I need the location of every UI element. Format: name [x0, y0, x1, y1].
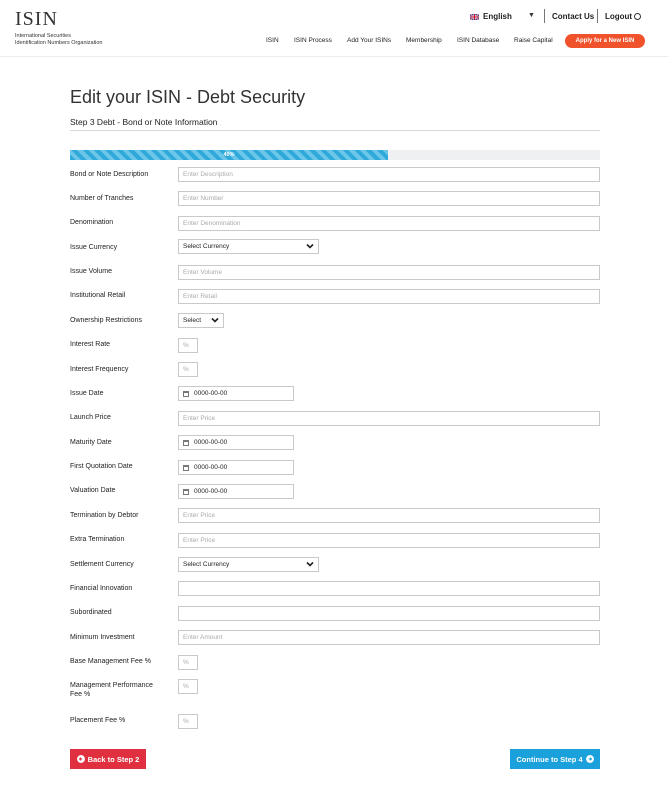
nav-isin-process[interactable]: ISIN Process: [294, 37, 332, 44]
performance-fee-label-line2: Fee %: [70, 691, 91, 698]
ownership-select[interactable]: [178, 313, 224, 328]
nav-isin-database[interactable]: ISIN Database: [457, 37, 500, 44]
issue-date-value: 0000-00-00: [194, 390, 228, 397]
interest-frequency-input[interactable]: %: [178, 362, 198, 377]
nav-add-your-isins[interactable]: Add Your ISINs: [347, 37, 392, 44]
language-caret-icon[interactable]: ▼: [528, 12, 535, 19]
denomination-label: Denomination: [70, 219, 114, 226]
calendar-icon: [183, 391, 189, 397]
performance-fee-input[interactable]: %: [178, 679, 198, 694]
logo-subtitle-line2: Identification Numbers Organization: [15, 39, 103, 46]
settlement-currency-value: Select Currency: [183, 561, 230, 568]
valuation-date-input[interactable]: [178, 484, 294, 499]
ownership-label: Ownership Restrictions: [70, 317, 142, 324]
subordinated-input[interactable]: [178, 606, 600, 621]
progress-label: 40%: [223, 152, 235, 158]
subordinated-label: Subordinated: [70, 609, 112, 616]
tranches-input[interactable]: Enter Number: [178, 191, 600, 206]
divider: [544, 9, 545, 23]
chevron-down-icon: [306, 560, 314, 568]
chevron-down-icon: [306, 242, 314, 250]
description-input[interactable]: Enter Description: [178, 167, 600, 182]
language-label: English: [483, 12, 512, 21]
placement-fee-input[interactable]: %: [178, 714, 198, 729]
back-button-label: Back to Step 2: [87, 754, 140, 764]
back-to-step-2-button[interactable]: [70, 749, 146, 769]
contact-us-link[interactable]: Contact Us: [552, 12, 595, 21]
ownership-value: Select: [183, 317, 202, 324]
issue-date-input[interactable]: [178, 386, 294, 401]
denomination-input[interactable]: Enter Denomination: [178, 216, 600, 231]
chevron-down-icon: [211, 316, 219, 324]
minimum-investment-input[interactable]: Enter Amount: [178, 630, 600, 645]
launch-price-label: Launch Price: [70, 414, 111, 421]
title-divider: [70, 130, 600, 131]
interest-rate-input[interactable]: %: [178, 338, 198, 353]
tranches-label: Number of Tranches: [70, 195, 134, 202]
launch-price-input[interactable]: Enter Price: [178, 411, 600, 426]
minimum-investment-label: Minimum Investment: [70, 634, 135, 641]
interest-rate-label: Interest Rate: [70, 341, 111, 348]
logo-subtitle-line1: International Securities: [15, 33, 71, 39]
maturity-date-input[interactable]: [178, 435, 294, 450]
extra-termination-label: Extra Termination: [70, 536, 125, 543]
continue-to-step-4-button[interactable]: [510, 749, 600, 769]
logout-link[interactable]: [605, 12, 641, 21]
progress-bar: [70, 150, 600, 160]
base-fee-label: Base Management Fee %: [70, 658, 151, 665]
settlement-currency-select[interactable]: [178, 557, 319, 572]
institutional-retail-input[interactable]: Enter Retail: [178, 289, 600, 304]
page-title: Edit your ISIN - Debt Security: [70, 87, 306, 107]
issue-currency-label: Issue Currency: [70, 244, 118, 251]
step-title: Step 3 Debt - Bond or Note Information: [70, 117, 218, 127]
divider: [597, 9, 598, 23]
issue-volume-input[interactable]: Enter Volume: [178, 265, 600, 280]
first-quotation-date-input[interactable]: [178, 460, 294, 475]
logo-wordmark: ISIN: [15, 8, 58, 30]
issue-volume-label: Issue Volume: [70, 268, 113, 275]
issue-currency-select[interactable]: [178, 239, 319, 254]
termination-debtor-input[interactable]: Enter Price: [178, 508, 600, 523]
nav-membership[interactable]: Membership: [406, 37, 442, 44]
interest-frequency-label: Interest Frequency: [70, 366, 129, 373]
first-quotation-label: First Quotation Date: [70, 463, 133, 470]
valuation-date-label: Valuation Date: [70, 487, 116, 494]
user-circle-icon: [634, 13, 641, 20]
language-selector[interactable]: [470, 12, 512, 21]
arrow-right-circle-icon: [586, 755, 594, 763]
extra-termination-input[interactable]: Enter Price: [178, 533, 600, 548]
base-fee-input[interactable]: %: [178, 655, 198, 670]
first-quotation-value: 0000-00-00: [194, 464, 228, 471]
issue-currency-value: Select Currency: [183, 243, 230, 250]
next-button-label: Continue to Step 4: [516, 754, 583, 764]
issue-date-label: Issue Date: [70, 390, 104, 397]
site-header: [0, 0, 668, 57]
financial-innovation-input[interactable]: [178, 581, 600, 596]
calendar-icon: [183, 465, 189, 471]
institutional-retail-label: Institutional Retail: [70, 292, 126, 299]
calendar-icon: [183, 440, 189, 446]
valuation-date-value: 0000-00-00: [194, 488, 228, 495]
nav-isin[interactable]: ISIN: [266, 37, 279, 44]
uk-flag-icon: [470, 14, 479, 20]
performance-fee-label-line1: Management Performance: [70, 682, 153, 689]
financial-innovation-label: Financial Innovation: [70, 585, 133, 592]
performance-fee-label: [70, 681, 153, 699]
settlement-currency-label: Settlement Currency: [70, 561, 134, 568]
placement-fee-label: Placement Fee %: [70, 717, 126, 724]
maturity-date-value: 0000-00-00: [194, 439, 228, 446]
nav-raise-capital[interactable]: Raise Capital: [514, 37, 553, 44]
arrow-left-circle-icon: [77, 755, 85, 763]
calendar-icon: [183, 489, 189, 495]
termination-debtor-label: Termination by Debtor: [70, 512, 139, 519]
maturity-date-label: Maturity Date: [70, 439, 112, 446]
logo[interactable]: [15, 8, 102, 46]
logout-label: Logout: [605, 12, 633, 21]
description-label: Bond or Note Description: [70, 171, 149, 178]
apply-new-isin-button[interactable]: Apply for a New ISIN: [565, 34, 645, 48]
